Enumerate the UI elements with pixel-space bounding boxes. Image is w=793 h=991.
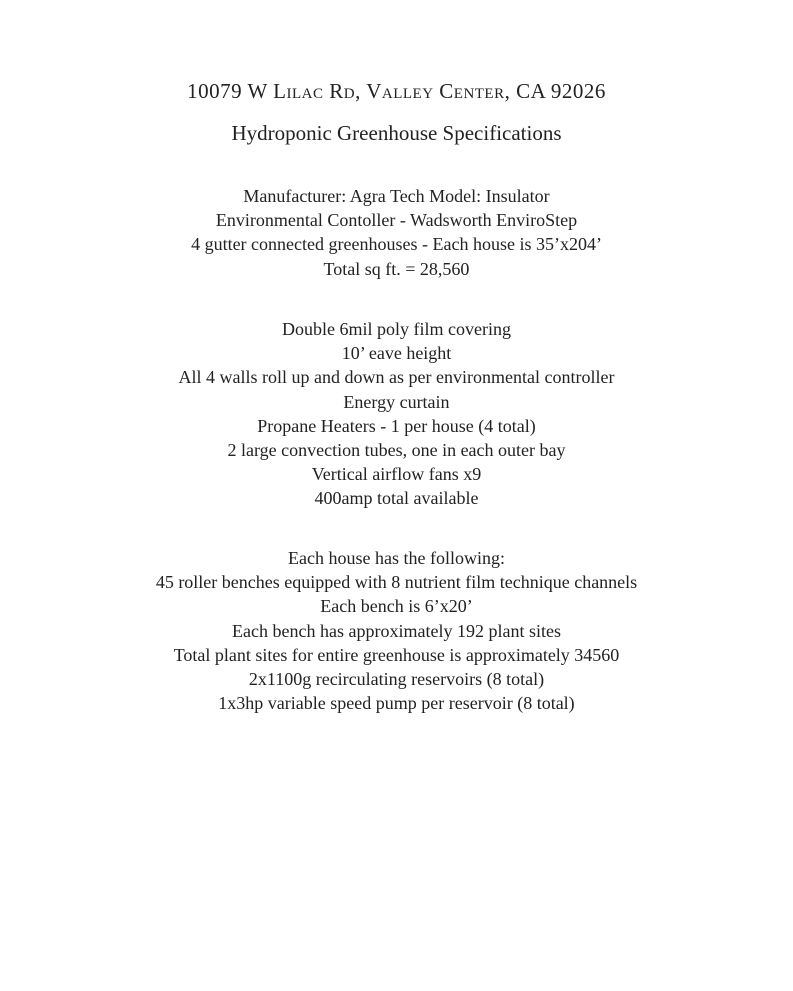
property-address: 10079 W Lilac Rd, Valley Center, CA 92026 [187, 79, 606, 103]
spec-line: 400amp total available [314, 488, 479, 509]
spec-line: Total plant sites for entire greenhouse is approximately 34560 [173, 644, 620, 665]
spec-line: Manufacturer: Agra Tech Model: Insulator [243, 186, 550, 206]
structure-specs-section [120, 317, 673, 511]
spec-line: Vertical airflow fans x9 [311, 464, 482, 485]
spec-line: All 4 walls roll up and down as per environmental controller [178, 367, 615, 388]
spec-line: Propane Heaters - 1 per house (4 total) [257, 415, 536, 436]
spec-line: Each house has the following: [288, 548, 505, 568]
spec-line: Energy curtain [343, 391, 450, 412]
spec-line: 2x1100g recirculating reservoirs (8 total) [248, 669, 545, 690]
spec-line: Environmental Contoller - Wadsworth EnviroStep [215, 210, 578, 231]
spec-line: 45 roller benches equipped with 8 nutrient film technique channels [155, 572, 638, 593]
document-title: Hydroponic Greenhouse Specifications [231, 121, 562, 145]
spec-line: Total sq ft. = 28,560 [323, 258, 470, 279]
spec-line: 1x3hp variable speed pump per reservoir (8 total) [218, 693, 575, 714]
general-specs-section [120, 184, 673, 281]
spec-line: 4 gutter connected greenhouses - Each house is 35’x204’ [191, 234, 602, 255]
spec-line: 2 large convection tubes, one in each outer bay [227, 440, 566, 461]
per-house-specs-section [120, 546, 673, 715]
spec-line: 10’ eave height [341, 343, 452, 364]
spec-line: Double 6mil poly film covering [282, 319, 511, 339]
spec-line: Each bench has approximately 192 plant sites [232, 620, 561, 641]
spec-line: Each bench is 6’x20’ [320, 596, 473, 617]
